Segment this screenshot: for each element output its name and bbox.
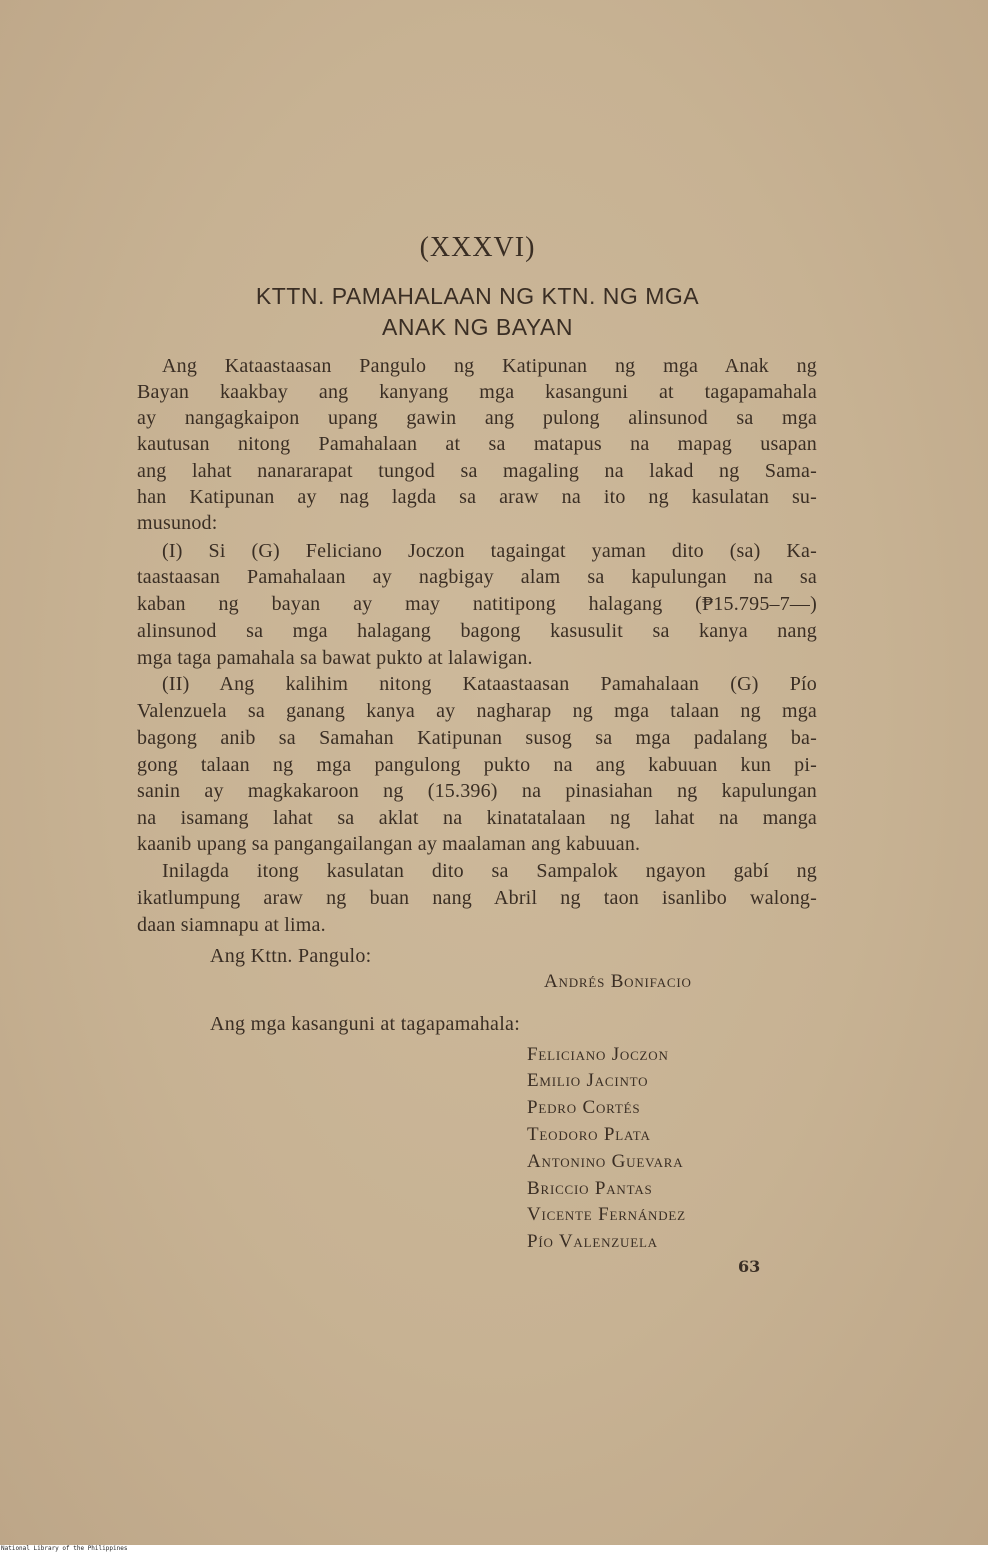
- council-member-name: Feliciano Joczon: [527, 1044, 669, 1065]
- body-text-line: (I) Si (G) Feliciano Joczon tagaingat yaman dito (sa) Ka-: [162, 540, 817, 562]
- document-title-line-2: ANAK NG BAYAN: [382, 314, 573, 340]
- section-numeral: (XXXVI): [419, 232, 536, 263]
- document-title-line-1: KTTN. PAMAHALAAN NG KTN. NG MGA: [255, 283, 700, 309]
- council-member-name: Teodoro Plata: [527, 1124, 651, 1145]
- body-text-line: (II) Ang kalihim nitong Kataastaasan Pamahalaan (G) Pío: [162, 673, 817, 695]
- council-member-name: Briccio Pantas: [527, 1178, 653, 1199]
- body-text-line: sanin ay magkakaroon ng (15.396) na pinasiahan ng kapulungan: [137, 780, 817, 802]
- body-text-line: ikatlumpung araw ng buan nang Abril ng taon isanlibo walong-: [137, 887, 817, 909]
- council-member-name: Antonino Guevara: [527, 1151, 684, 1172]
- body-text-line: han Katipunan ay nag lagda sa araw na ito ng kasulatan su-: [137, 486, 817, 508]
- president-label: Ang Kttn. Pangulo:: [210, 945, 372, 967]
- council-member-name: Emilio Jacinto: [527, 1070, 649, 1091]
- council-member-name: Vicente Fernández: [527, 1204, 686, 1225]
- body-text-line: na isamang lahat sa aklat na kinatatalaan ng lahat na manga: [137, 807, 817, 829]
- page-number: 63: [738, 1257, 761, 1276]
- body-text-line: kaanib upang sa pangangailangan ay maalaman ang kabuuan.: [137, 833, 641, 855]
- body-text-line: taastaasan Pamahalaan ay nagbigay alam sa kapulungan na sa: [137, 566, 817, 588]
- footer-bar: [0, 1545, 988, 1553]
- body-text-line: bagong anib sa Samahan Katipunan susog sa mga padalang ba-: [137, 727, 817, 749]
- body-text-line: ay nangagkaipon upang gawin ang pulong alinsunod sa mga: [137, 407, 817, 429]
- body-text-line: daan siamnapu at lima.: [137, 914, 326, 936]
- council-label: Ang mga kasanguni at tagapamahala:: [210, 1013, 521, 1035]
- body-text-line: kaban ng bayan ay may natitipong halagang (₱15.795–7—): [137, 593, 817, 615]
- body-text-line: alinsunod sa mga halagang bagong kasusulit sa kanya nang: [137, 620, 817, 642]
- body-text-line: musunod:: [137, 512, 218, 534]
- body-text-line: Bayan kaakbay ang kanyang mga kasanguni at tagapamahala: [137, 381, 817, 403]
- president-name: Andrés Bonifacio: [544, 971, 692, 992]
- body-text-line: ang lahat nanararapat tungod sa magaling na lakad ng Sama-: [137, 460, 817, 482]
- body-text-line: kautusan nitong Pamahalaan at sa matapus na mapag usapan: [137, 433, 817, 455]
- body-text-line: Inilagda itong kasulatan dito sa Sampalok ngayon gabí ng: [162, 860, 817, 882]
- body-text-line: mga taga pamahala sa bawat pukto at lalawigan.: [137, 647, 533, 669]
- body-text-line: gong talaan ng mga pangulong pukto na ang kabuuan kun pi-: [137, 754, 817, 776]
- footer-credit: National Library of the Philippines: [1, 1545, 128, 1552]
- body-text-line: Ang Kataastaasan Pangulo ng Katipunan ng mga Anak ng: [162, 355, 817, 377]
- body-text-line: Valenzuela sa ganang kanya ay nagharap ng mga talaan ng mga: [137, 700, 817, 722]
- council-member-name: Pedro Cortés: [527, 1097, 641, 1118]
- council-member-name: Pío Valenzuela: [527, 1231, 658, 1252]
